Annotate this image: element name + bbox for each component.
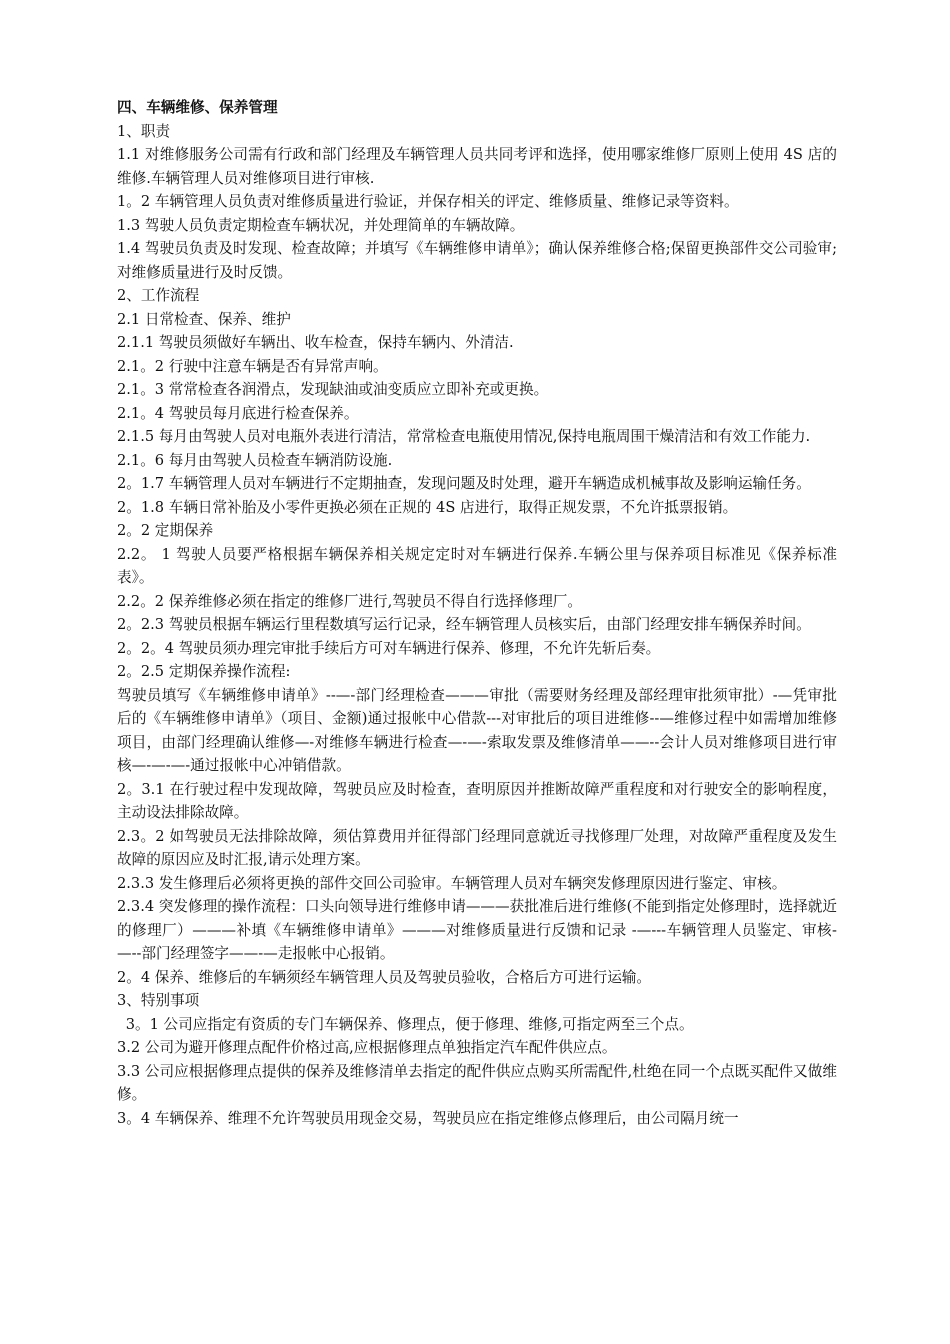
paragraph: 1.3 驾驶人员负责定期检查车辆状况，并处理简单的车辆故障。 [117, 216, 525, 234]
paragraph: 3。1 公司应指定有资质的专门车辆保养、修理点，便于修理、维修,可指定两至三个点。 [125, 1015, 694, 1033]
paragraph: 3。4 车辆保养、维理不允许驾驶员用现金交易，驾驶员应在指定维修点修理后，由公司隔月统一 [117, 1109, 739, 1127]
paragraph: 2。2。4 驾驶员须办理完审批手续后方可对车辆进行保养、修理，不允许先斩后奏。 [117, 639, 661, 657]
paragraph: 2.3.4 突发修理的操作流程：口头向领导进行维修申请———获批准后进行维修(不能到指定处修理时，选择就近的修理厂）———补填《车辆维修申请单》———对维修质量进行反馈和记录 -—---车辆管理人员鉴定、审核-—--部门经理签字——-—走报帐中心报销。 [117, 898, 837, 962]
paragraph: 2.1.1 驾驶员须做好车辆出、收车检查，保持车辆内、外清洁. [117, 334, 514, 351]
paragraph: 2。2.5 定期保养操作流程: [117, 663, 291, 680]
subsection-special-items: 3、特别事项 [117, 992, 200, 1009]
paragraph: 3.2 公司为避开修理点配件价格过高,应根据修理点单独指定汽车配件供应点。 [117, 1039, 617, 1056]
paragraph: 2.1。6 每月由驾驶人员检查车辆消防设施. [117, 451, 393, 469]
document-page [117, 96, 837, 1130]
paragraph: 1.1 对维修服务公司需有行政和部门经理及车辆管理人员共同考评和选择，使用哪家维修厂原则上使用 4S 店的维修.车辆管理人员对维修项目进行审核. [117, 146, 837, 187]
subsection-workflow: 2、工作流程 [117, 287, 200, 304]
paragraph: 2.1。4 驾驶员每月底进行检查保养。 [117, 404, 359, 422]
paragraph: 2.3。2 如驾驶员无法排除故障，须估算费用并征得部门经理同意就近寻找修理厂处理，对故障严重程度及发生故障的原因应及时汇报,请示处理方案。 [117, 827, 837, 868]
paragraph: 2。1.8 车辆日常补胎及小零件更换必须在正规的 4S 店进行，取得正规发票，不允许抵票报销。 [117, 498, 738, 516]
paragraph: 2.1。2 行驶中注意车辆是否有异常声响。 [117, 357, 388, 375]
paragraph: 2。2 定期保养 [117, 522, 214, 539]
paragraph: 2.1.5 每月由驾驶人员对电瓶外表进行清洁，常常检查电瓶使用情况,保持电瓶周围干燥清洁和有效工作能力. [117, 428, 811, 445]
paragraph: 1.4 驾驶员负责及时发现、检查故障；并填写《车辆维修申请单》；确认保养维修合格;保留更换部件交公司验审;对维修质量进行及时反馈。 [117, 240, 837, 281]
paragraph: 2。3.1 在行驶过程中发现故障，驾驶员应及时检查，查明原因并推断故障严重程度和对行驶安全的影响程度，主动设法排除故障。 [117, 780, 837, 821]
paragraph: 2.3.3 发生修理后必须将更换的部件交回公司验审。车辆管理人员对车辆突发修理原因进行鉴定、审核。 [117, 874, 787, 892]
paragraph: 驾驶员填写《车辆维修申请单》--—-部门经理检查———审批（需要财务经理及部经理审批须审批）-—凭审批后的《车辆维修申请单》（项目、金额)通过报帐中心借款---对审批后的项目进维修--—维修过程中如需增加维修项目，由部门经理确认维修—-对维修车辆进行检查—-—-索取发票及维修清单——--会计人员对维修项目进行审核—-—-—-通过报帐中心冲销借款。 [117, 686, 837, 774]
paragraph: 3.3 公司应根据修理点提供的保养及维修清单去指定的配件供应点购买所需配件,杜绝在同一个点既买配件又做维修。 [117, 1062, 837, 1103]
paragraph: 1。2 车辆管理人员负责对维修质量进行验证，并保存相关的评定、维修质量、维修记录等资料。 [117, 193, 739, 210]
subsection-responsibilities: 1、职责 [117, 122, 171, 140]
paragraph: 2。1.7 车辆管理人员对车辆进行不定期抽查，发现问题及时处理，避开车辆造成机械事故及影响运输任务。 [117, 475, 811, 492]
paragraph: 2.1 日常检查、保养、维护 [117, 310, 291, 328]
paragraph: 2.2。 1 驾驶人员要严格根据车辆保养相关规定定时对车辆进行保养.车辆公里与保养项目标准见《保养标准表》。 [117, 545, 837, 586]
paragraph: 2.2。2 保养维修必须在指定的维修厂进行,驾驶员不得自行选择修理厂。 [117, 592, 582, 610]
paragraph: 2。2.3 驾驶员根据车辆运行里程数填写运行记录，经车辆管理人员核实后，由部门经理安排车辆保养时间。 [117, 616, 811, 633]
paragraph: 2。4 保养、维修后的车辆须经车辆管理人员及驾驶员验收，合格后方可进行运输。 [117, 968, 651, 986]
section-heading: 四、车辆维修、保养管理 [117, 99, 278, 116]
paragraph: 2.1。3 常常检查各润滑点，发现缺油或油变质应立即补充或更换。 [117, 381, 549, 398]
